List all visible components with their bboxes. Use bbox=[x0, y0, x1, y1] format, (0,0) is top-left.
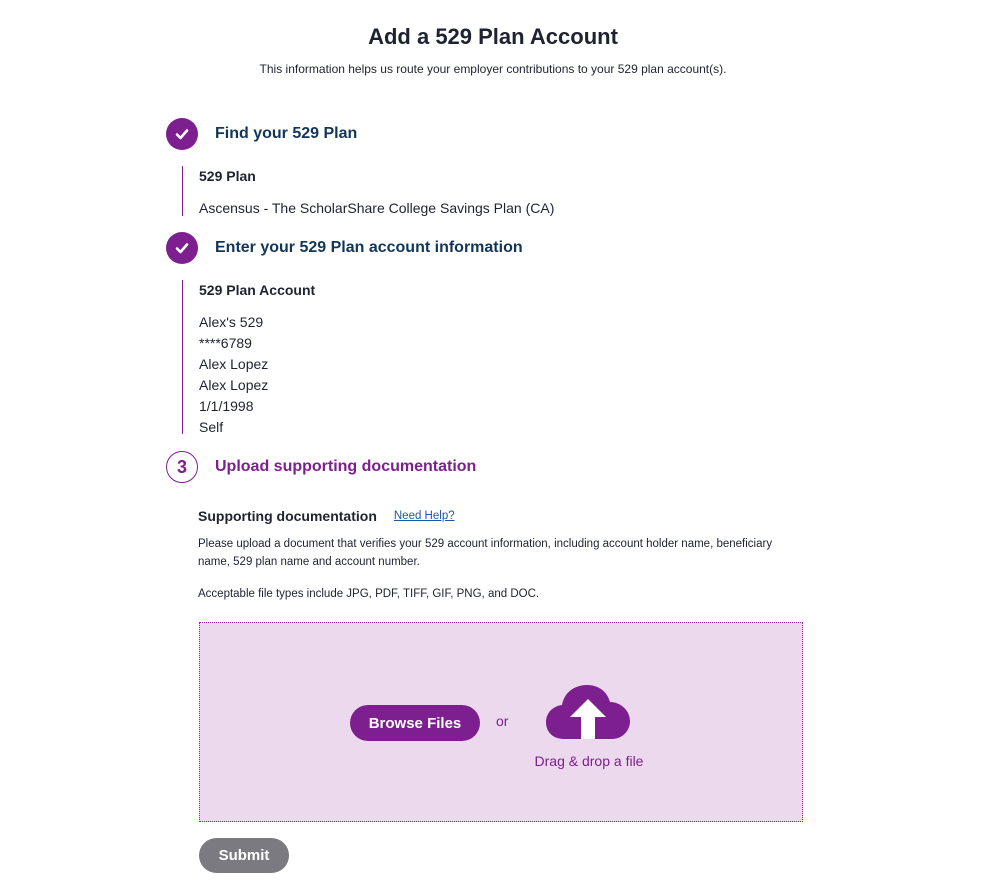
beneficiary-dob: 1/1/1998 bbox=[199, 398, 254, 414]
step-1-check-icon bbox=[166, 118, 198, 150]
need-help-link[interactable]: Need Help? bbox=[393, 510, 455, 522]
account-label: 529 Plan Account bbox=[199, 282, 316, 298]
supporting-doc-label: Supporting documentation bbox=[198, 508, 377, 524]
step-3-title: Upload supporting documentation bbox=[215, 458, 477, 475]
step-2-title: Enter your 529 Plan account information bbox=[215, 239, 523, 256]
page-subtitle: This information helps us route your employer contributions to your 529 plan account(s). bbox=[259, 62, 727, 76]
step-1-header bbox=[166, 117, 357, 151]
step-3-number-badge: 3 bbox=[166, 451, 198, 483]
supporting-doc-header bbox=[198, 508, 455, 524]
submit-button[interactable]: Submit bbox=[199, 838, 289, 873]
supporting-doc-description: Please upload a document that verifies your 529 account information, including account holder name, beneficiary name, 529 plan name and account number. bbox=[198, 538, 773, 568]
or-separator: or bbox=[496, 713, 509, 729]
step-2-check-icon bbox=[166, 232, 198, 264]
account-number: ****6789 bbox=[199, 335, 252, 351]
plan-value: Ascensus - The ScholarShare College Savings Plan (CA) bbox=[199, 200, 555, 216]
file-dropzone[interactable] bbox=[199, 622, 803, 822]
relationship: Self bbox=[199, 419, 224, 435]
step-3-header bbox=[166, 450, 476, 484]
account-nickname: Alex's 529 bbox=[199, 314, 264, 330]
account-holder: Alex Lopez bbox=[199, 356, 269, 372]
beneficiary-name: Alex Lopez bbox=[199, 377, 269, 393]
drag-drop-label: Drag & drop a file bbox=[534, 753, 644, 769]
step-1-title: Find your 529 Plan bbox=[215, 125, 358, 142]
file-types-note: Acceptable file types include JPG, PDF, TIFF, GIF, PNG, and DOC. bbox=[198, 588, 540, 600]
step-2-header bbox=[166, 231, 523, 265]
page-title: Add a 529 Plan Account bbox=[368, 24, 618, 49]
cloud-upload-icon[interactable] bbox=[546, 683, 630, 741]
plan-label: 529 Plan bbox=[199, 168, 256, 184]
step-2-summary bbox=[182, 280, 315, 434]
step-1-summary bbox=[182, 166, 554, 216]
browse-files-button[interactable]: Browse Files bbox=[350, 705, 480, 741]
